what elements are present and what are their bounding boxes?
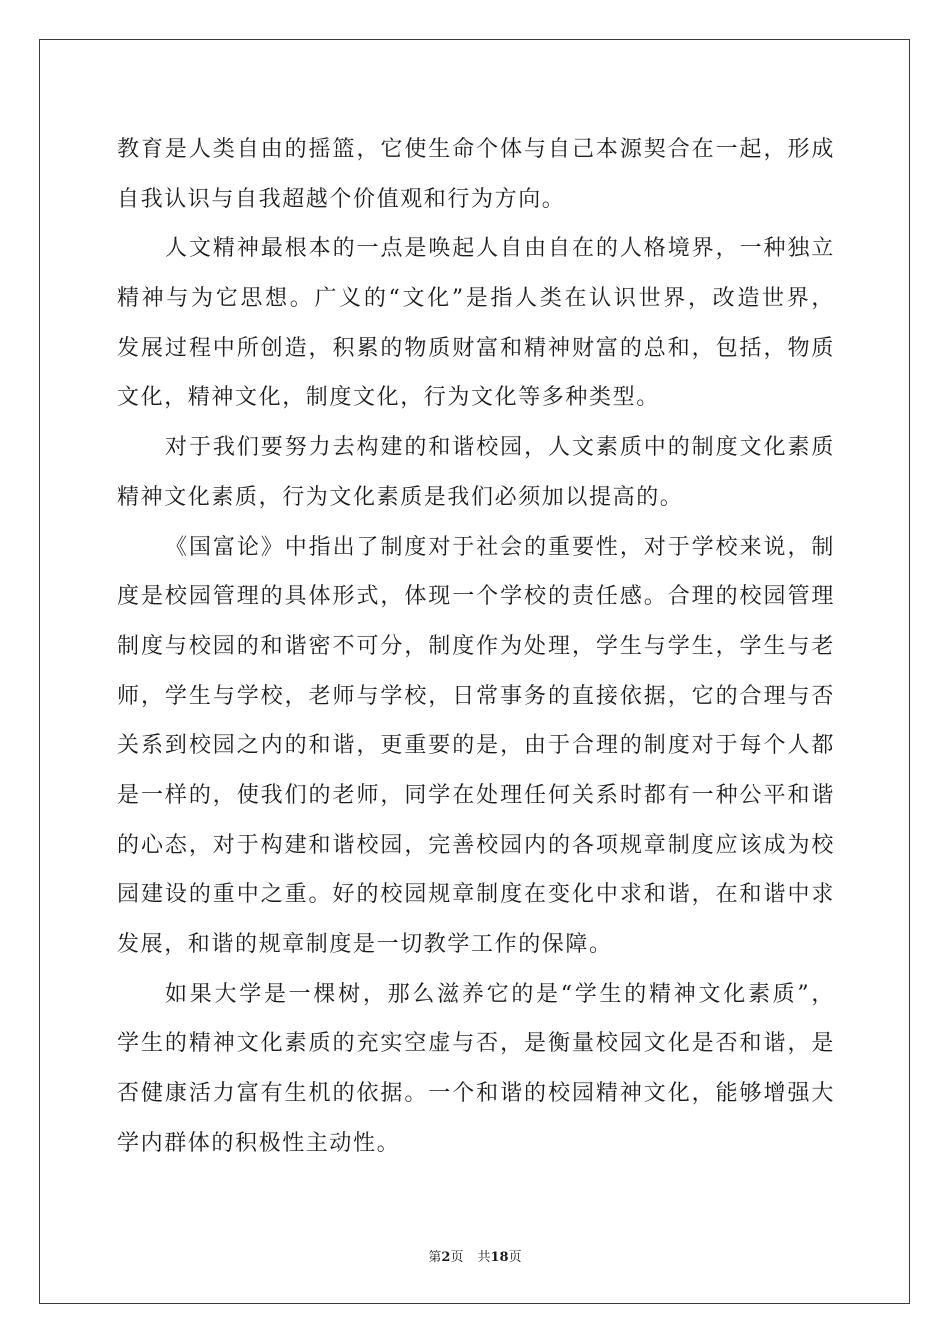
paragraph-4-line-2: 度是校园管理的具体形式，体现一个学校的责任感。合理的校园管理 xyxy=(117,584,835,610)
total-prefix: 共 xyxy=(477,1250,491,1265)
total-suffix: 页 xyxy=(508,1250,522,1265)
paragraph-4-line-4: 师，学生与学校，老师与学校，日常事务的直接依据，它的合理与否 xyxy=(117,683,835,709)
paragraph-4-line-6: 是一样的，使我们的老师，同学在处理任何关系时都有一种公平和谐 xyxy=(117,782,835,808)
paragraph-3-line-2: 精神文化素质，行为文化素质是我们必须加以提高的。 xyxy=(117,484,684,510)
paragraph-5-line-1: 如果大学是一棵树，那么滋养它的是“学生的精神文化素质”， xyxy=(165,981,835,1007)
paragraph-5-line-2: 学生的精神文化素质的充实空虚与否，是衡量校园文化是否和谐，是 xyxy=(117,1031,835,1057)
paragraph-4-line-8: 园建设的重中之重。好的校园规章制度在变化中求和谐，在和谐中求 xyxy=(117,882,835,908)
paragraph-2-line-1: 人文精神最根本的一点是唤起人自由自在的人格境界，一种独立 xyxy=(165,236,835,262)
total-pages: 18 xyxy=(490,1250,509,1265)
document-body xyxy=(117,125,835,1168)
page-footer xyxy=(0,1248,950,1268)
paragraph-1-line-1: 教育是人类自由的摇篮，它使生命个体与自己本源契合在一起，形成 xyxy=(117,137,835,162)
paragraph-1-line-2: 自我认识与自我超越个价值观和行为方向。 xyxy=(117,186,566,212)
paragraph-4-line-5: 关系到校园之内的和谐，更重要的是，由于合理的制度对于每个人都 xyxy=(117,733,835,759)
paragraph-5-line-4: 学内群体的积极性主动性。 xyxy=(117,1130,401,1156)
page-prefix: 第 xyxy=(428,1250,442,1265)
page-suffix: 页 xyxy=(450,1250,464,1265)
paragraph-2-line-2: 精神与为它思想。广义的“文化”是指人类在认识世界，改造世界， xyxy=(117,286,835,312)
paragraph-4-line-3: 制度与校园的和谐密不可分，制度作为处理，学生与学生，学生与老 xyxy=(117,633,835,659)
paragraph-2-line-3: 发展过程中所创造，积累的物质财富和精神财富的总和，包括，物质 xyxy=(117,335,835,361)
paragraph-5-line-3: 否健康活力富有生机的依据。一个和谐的校园精神文化，能够增强大 xyxy=(117,1081,835,1107)
paragraph-4-line-9: 发展，和谐的规章制度是一切教学工作的保障。 xyxy=(117,932,613,957)
paragraph-4-line-1: 《国富论》中指出了制度对于社会的重要性，对于学校来说，制 xyxy=(165,534,835,560)
paragraph-3-line-1: 对于我们要努力去构建的和谐校园，人文素质中的制度文化素质 xyxy=(165,435,835,461)
paragraph-2-line-4: 文化，精神文化，制度文化，行为文化等多种类型。 xyxy=(117,385,660,411)
paragraph-4-line-7: 的心态，对于构建和谐校园，完善校园内的各项规章制度应该成为校 xyxy=(117,832,835,858)
page-number: 2 xyxy=(441,1250,451,1265)
